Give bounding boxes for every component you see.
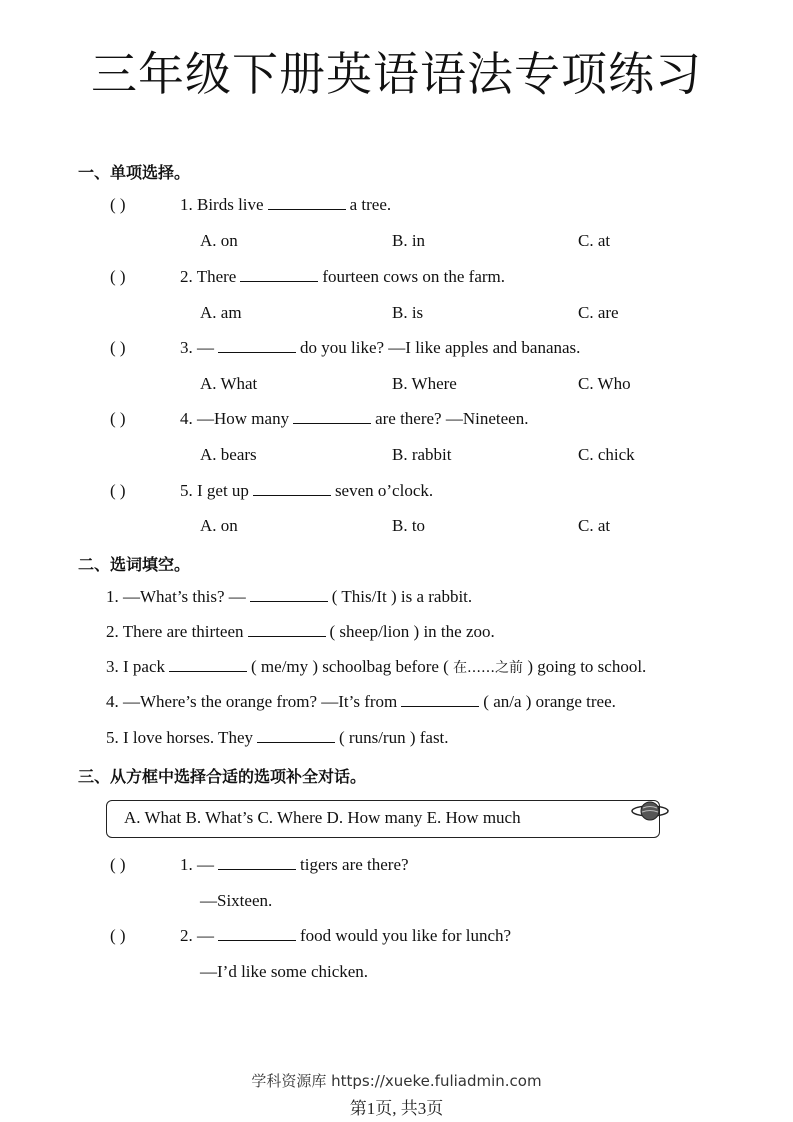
dialogue-question-1: 1. — tigers are there? bbox=[180, 855, 409, 874]
question-1-5: 5. I get up seven o’clock. bbox=[180, 481, 434, 500]
option-b: B. rabbit bbox=[392, 445, 452, 464]
answer-bracket: ( ) bbox=[110, 409, 126, 428]
dialogue-answer-1: —Sixteen. bbox=[200, 891, 273, 910]
section-heading-3: 三、从方框中选择合适的选项补全对话。 bbox=[78, 767, 367, 786]
option-c: C. are bbox=[578, 303, 619, 322]
option-a: A. on bbox=[200, 231, 238, 250]
page-number: 第1页, 共3页 bbox=[349, 1099, 444, 1118]
question-1-4: 4. —How many are there? —Nineteen. bbox=[180, 409, 529, 428]
answer-blank[interactable] bbox=[240, 267, 318, 282]
option-c: C. chick bbox=[578, 445, 635, 464]
answer-bracket: ( ) bbox=[110, 338, 126, 357]
answer-blank[interactable] bbox=[169, 657, 247, 672]
planet-icon bbox=[630, 796, 670, 826]
option-b: B. is bbox=[392, 303, 424, 322]
fill-question-1: 1. —What’s this? — ( This/It ) is a rabbit. bbox=[106, 587, 473, 606]
answer-blank[interactable] bbox=[257, 728, 335, 743]
answer-blank[interactable] bbox=[218, 926, 296, 941]
option-a: A. What bbox=[200, 374, 258, 393]
answer-bracket: ( ) bbox=[110, 926, 126, 945]
page-title: 三年级下册英语语法专项练习 bbox=[91, 47, 702, 101]
answer-blank[interactable] bbox=[218, 338, 296, 353]
answer-blank[interactable] bbox=[218, 855, 296, 870]
answer-bracket: ( ) bbox=[110, 481, 126, 500]
option-c: C. at bbox=[578, 516, 611, 535]
answer-blank[interactable] bbox=[268, 195, 346, 210]
option-a: A. bears bbox=[200, 445, 257, 464]
fill-question-5: 5. I love horses. They ( runs/run ) fast. bbox=[106, 728, 449, 747]
answer-bracket: ( ) bbox=[110, 195, 126, 214]
option-b: B. Where bbox=[392, 374, 457, 393]
answer-blank[interactable] bbox=[401, 692, 479, 707]
question-1-3: 3. — do you like? —I like apples and bananas. bbox=[180, 338, 581, 357]
chinese-hint: 在……之前 bbox=[453, 660, 524, 676]
question-1-2: 2. There fourteen cows on the farm. bbox=[180, 267, 506, 286]
fill-question-2: 2. There are thirteen ( sheep/lion ) in the zoo. bbox=[106, 622, 495, 641]
answer-blank[interactable] bbox=[293, 409, 371, 424]
option-b: B. in bbox=[392, 231, 426, 250]
answer-blank[interactable] bbox=[248, 622, 326, 637]
option-b: B. to bbox=[392, 516, 426, 535]
source-link[interactable]: 学科资源库 https://xueke.fuliadmin.com bbox=[251, 1072, 542, 1090]
options-box-text: A. What B. What’s C. Where D. How many E. How much bbox=[124, 808, 521, 827]
section-heading-1: 一、单项选择。 bbox=[78, 163, 191, 182]
dialogue-answer-2: —I’d like some chicken. bbox=[200, 962, 369, 981]
answer-blank[interactable] bbox=[253, 481, 331, 496]
fill-question-3: 3. I pack ( me/my ) schoolbag before ( 在……之前 ) going to school. bbox=[106, 657, 647, 676]
option-c: C. Who bbox=[578, 374, 631, 393]
dialogue-question-2: 2. — food would you like for lunch? bbox=[180, 926, 512, 945]
option-a: A. am bbox=[200, 303, 242, 322]
section-heading-2: 二、选词填空。 bbox=[78, 555, 191, 574]
answer-blank[interactable] bbox=[250, 587, 328, 602]
answer-bracket: ( ) bbox=[110, 267, 126, 286]
answer-bracket: ( ) bbox=[110, 855, 126, 874]
option-c: C. at bbox=[578, 231, 611, 250]
option-a: A. on bbox=[200, 516, 238, 535]
fill-question-4: 4. —Where’s the orange from? —It’s from ( an/a ) orange tree. bbox=[106, 692, 616, 711]
question-1-1: 1. Birds live a tree. bbox=[180, 195, 392, 214]
